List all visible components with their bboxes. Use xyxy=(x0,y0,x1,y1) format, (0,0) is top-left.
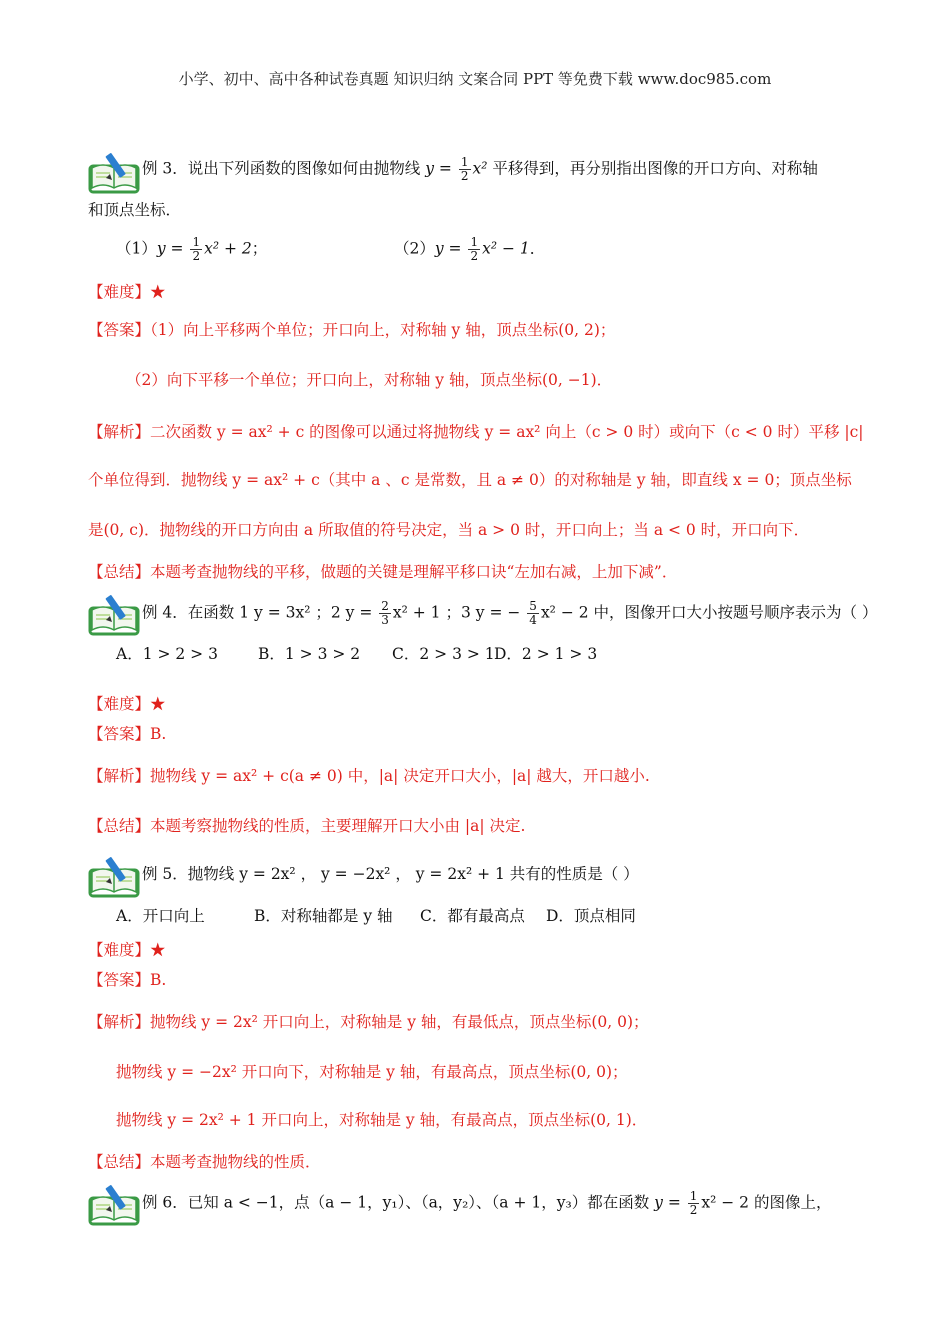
example-3-part-2: （2）y = $\frac{1}{2}$ x² − 1． xyxy=(394,235,546,263)
example-3-question-cont: 和顶点坐标． xyxy=(88,201,182,219)
example-4-summary: 【总结】本题考察抛物线的性质，主要理解开口大小由 |a| 决定. xyxy=(88,817,526,835)
example-5-analysis-3: 抛物线 y = 2x² + 1 开口向上，对称轴是 y 轴，有最高点，顶点坐标(0, 1)． xyxy=(116,1111,648,1129)
example-4-answer: 【答案】B. xyxy=(88,725,167,743)
example-3-question: 例 3．说出下列函数的图像如何由抛物线 y = $\frac{1}{2}$ x² 平移得到，再分别指出图像的开口方向、对称轴 xyxy=(142,155,818,183)
example-4-options xyxy=(116,642,597,666)
example-5-analysis-2: 抛物线 y = −2x² 开口向下，对称轴是 y 轴，有最高点，顶点坐标(0, 0)； xyxy=(116,1063,628,1081)
example-3-difficulty: 【难度】★ xyxy=(88,283,166,301)
example-4-label: 例 4 xyxy=(142,603,173,622)
page-header: 小学、初中、高中各种试卷真题 知识归纳 文案合同 PPT 等免费下载 www.doc985.com xyxy=(178,70,772,88)
book-pencil-icon xyxy=(88,590,140,636)
option-a: A．1 > 2 > 3 xyxy=(116,645,218,663)
option-a: A．开口向上 xyxy=(116,907,205,925)
example-5-summary: 【总结】本题考查抛物线的性质． xyxy=(88,1153,321,1171)
example-3-analysis-2: 个单位得到．抛物线 y = ax² + c（其中 a 、c 是常数，且 a ≠ 0）的对称轴是 y 轴，即直线 x = 0；顶点坐标 xyxy=(88,471,852,489)
book-pencil-icon xyxy=(88,852,140,898)
example-5-analysis-1: 【解析】抛物线 y = 2x² 开口向上，对称轴是 y 轴，有最低点，顶点坐标(0, 0)； xyxy=(88,1013,649,1031)
option-c: C．都有最高点 xyxy=(420,907,525,925)
example-5-answer: 【答案】B. xyxy=(88,971,167,989)
example-4-difficulty: 【难度】★ xyxy=(88,695,166,713)
example-3-answer-2: （2）向下平移一个单位；开口向上，对称轴 y 轴，顶点坐标(0, −1)． xyxy=(126,371,613,389)
book-pencil-icon xyxy=(88,148,140,194)
example-5-difficulty: 【难度】★ xyxy=(88,941,166,959)
example-3-part-1: （1）y = $\frac{1}{2}$ x² + 2； xyxy=(116,235,268,263)
example-6-label: 例 6 xyxy=(142,1193,173,1212)
fraction-half: $\frac{1}{2}$ xyxy=(460,155,469,183)
example-5-options xyxy=(116,904,636,928)
option-d: D．2 > 1 > 3 xyxy=(494,645,598,663)
option-b: B．1 > 3 > 2 xyxy=(258,645,361,663)
example-5-question: 例 5．抛物线 y = 2x² ， y = −2x² ， y = 2x² + 1 共有的性质是（ ） xyxy=(142,865,639,883)
example-5-label: 例 5 xyxy=(142,865,173,883)
option-c: C．2 > 3 > 1 xyxy=(392,645,495,663)
example-4-question: 例 4．在函数 1 y = 3x² ；2 y = $\frac{2}{3}$ x² + 1 ；3 y = − $\frac{5}{4}$ x² − 2 中，图像开口大小按题号顺序表示为（ ） xyxy=(142,599,878,627)
example-3-label: 例 3 xyxy=(142,159,173,178)
example-3-answer-1: 【答案】（1）向上平移两个单位；开口向上，对称轴 y 轴，顶点坐标(0, 2)； xyxy=(88,321,616,339)
book-pencil-icon xyxy=(88,1180,140,1226)
option-d: D．顶点相同 xyxy=(546,907,636,925)
example-6-question: 例 6．已知 a < −1，点（a − 1，y₁）、（a，y₂）、（a + 1，y₃）都在函数 y = $\frac{1}{2}$ x² − 2 的图像上， xyxy=(142,1189,832,1217)
option-b: B．对称轴都是 y 轴 xyxy=(254,907,393,925)
example-3-summary: 【总结】本题考查抛物线的平移，做题的关键是理解平移口诀“左加右减，上加下减”． xyxy=(88,563,678,581)
example-4-analysis: 【解析】抛物线 y = ax² + c(a ≠ 0) 中，|a| 决定开口大小，|a| 越大，开口越小. xyxy=(88,767,650,785)
example-3-analysis-3: 是(0, c)．抛物线的开口方向由 a 所取值的符号决定，当 a > 0 时，开口向上；当 a < 0 时，开口向下． xyxy=(88,521,810,539)
example-3-analysis-1: 【解析】二次函数 y = ax² + c 的图像可以通过将抛物线 y = ax² 向上（c > 0 时）或向下（c < 0 时）平移 |c| xyxy=(88,423,864,441)
